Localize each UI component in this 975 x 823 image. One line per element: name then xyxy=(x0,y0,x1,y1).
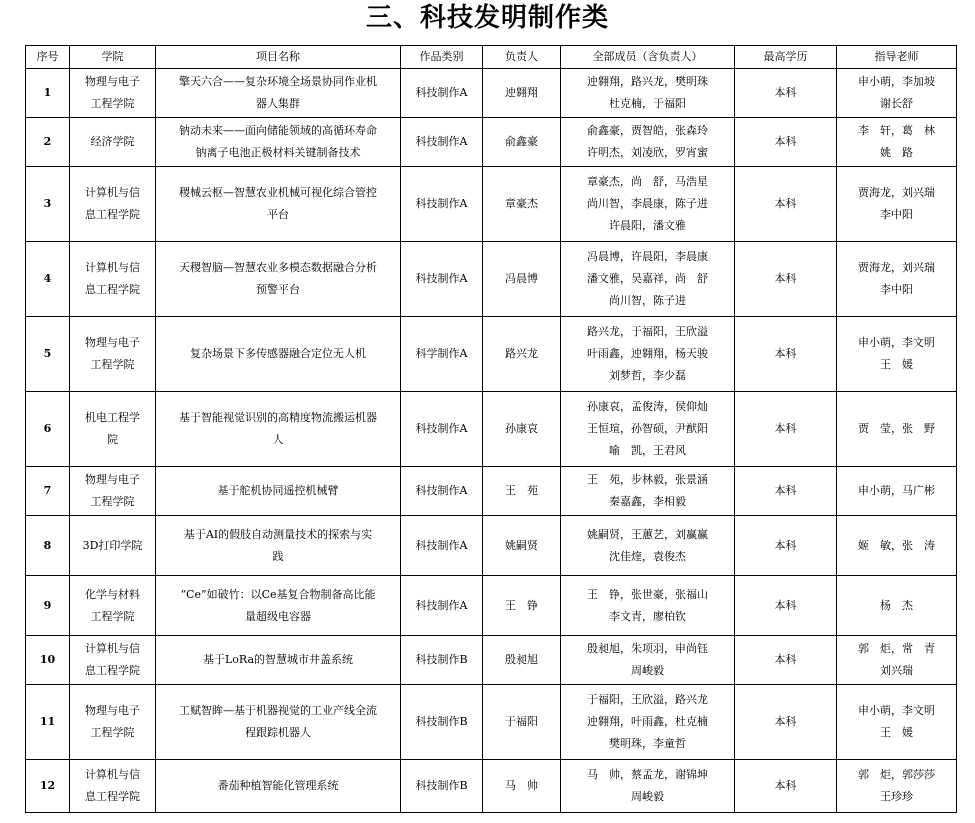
cell-degree: 本科 xyxy=(735,317,837,392)
cell-category: 科技制作A xyxy=(401,467,483,516)
cell-members-line: 冯晨博，许晨阳，李晨康 xyxy=(587,250,708,263)
cell-project xyxy=(156,118,401,167)
table-row xyxy=(26,167,957,242)
cell-advisor-line: 李中阳 xyxy=(880,208,913,221)
cell-category: 科技制作A xyxy=(401,118,483,167)
cell-college-line: 工程学院 xyxy=(90,97,135,110)
cell-college-line: 计算机与信 xyxy=(85,186,140,199)
cell-advisor xyxy=(837,118,957,167)
cell-college-line: 院 xyxy=(107,433,118,446)
cell-advisor xyxy=(837,516,957,576)
table-row xyxy=(26,636,957,685)
cell-no: 3 xyxy=(26,167,70,242)
cell-leader: 章豪杰 xyxy=(483,167,561,242)
cell-project xyxy=(156,685,401,760)
cell-college-line: 物理与电子 xyxy=(85,473,140,486)
cell-members-line: 马 帅，蔡孟龙，谢锦坤 xyxy=(587,768,708,781)
cell-members-line: 李文青，廖柏钦 xyxy=(609,609,686,623)
cell-leader: 冯晨博 xyxy=(483,242,561,317)
table-row xyxy=(26,392,957,467)
cell-degree: 本科 xyxy=(735,467,837,516)
cell-project-line: 基于舵机协同遥控机械臂 xyxy=(217,484,339,497)
cell-college-line: 计算机与信 xyxy=(85,768,140,781)
cell-members-line: 叶雨鑫，迚翱翔，杨天骏 xyxy=(587,347,708,360)
cell-college-line: 经济学院 xyxy=(90,135,135,148)
page-title: 三、科技发明制作类 xyxy=(365,3,609,33)
cell-leader: 俞鑫豪 xyxy=(483,118,561,167)
cell-no: 2 xyxy=(26,118,70,167)
cell-members-line: 姚嗣贤，王蕙艺，刘赢赢 xyxy=(587,527,708,541)
cell-advisor-line: 贾海龙，刘兴瑞 xyxy=(858,186,935,199)
cell-college xyxy=(70,760,156,813)
cell-project xyxy=(156,317,401,392)
cell-college xyxy=(70,392,156,467)
cell-college-line: 物理与电子 xyxy=(85,336,140,349)
cell-members-line: 秦嘉鑫，李相毅 xyxy=(609,495,686,508)
cell-degree: 本科 xyxy=(735,516,837,576)
cell-members-line: 迚翱翔，叶雨鑫，杜克楠 xyxy=(587,715,708,728)
cell-advisor xyxy=(837,685,957,760)
cell-project xyxy=(156,167,401,242)
cell-college xyxy=(70,167,156,242)
cell-advisor xyxy=(837,467,957,516)
cell-college xyxy=(70,118,156,167)
cell-members-line: 殷昶旭，朱项羽，申尚钰 xyxy=(587,642,708,655)
cell-project-line: 复杂场景下多传感器融合定位无人机 xyxy=(190,347,366,360)
cell-leader: 迚翱翔 xyxy=(483,69,561,118)
cell-members-line: 尚川智，李晨康，陈子进 xyxy=(587,197,708,210)
cell-college xyxy=(70,69,156,118)
cell-advisor-line: 申小萌，马广彬 xyxy=(858,484,935,497)
cell-degree: 本科 xyxy=(735,576,837,636)
cell-members xyxy=(561,167,735,242)
cell-advisor-line: 李中阳 xyxy=(880,283,913,296)
header-advisor: 指导老师 xyxy=(837,46,957,69)
projects-table xyxy=(25,45,957,813)
cell-advisor-line: 郭 炬，郭莎莎 xyxy=(858,768,935,781)
table-row xyxy=(26,118,957,167)
cell-leader: 殷昶旭 xyxy=(483,636,561,685)
cell-members-line: 周峻毅 xyxy=(631,664,664,677)
cell-members xyxy=(561,69,735,118)
cell-college-line: 计算机与信 xyxy=(85,261,140,274)
cell-project-line: 基于AI的假肢自动测量技术的探索与实 xyxy=(183,527,373,541)
header-no: 序号 xyxy=(26,46,70,69)
cell-college xyxy=(70,636,156,685)
cell-no: 9 xyxy=(26,576,70,636)
cell-members-line: 王 铮，张世豪，张福山 xyxy=(587,587,708,601)
cell-college-line: 工程学院 xyxy=(90,726,135,739)
cell-college-line: 物理与电子 xyxy=(85,75,140,88)
cell-members xyxy=(561,242,735,317)
cell-project-line: “Ce”如破竹：以Ce基复合物制备高比能 xyxy=(180,587,376,601)
cell-college-line: 计算机与信 xyxy=(85,642,140,655)
cell-no: 4 xyxy=(26,242,70,317)
cell-project-line: 量超级电容器 xyxy=(245,609,311,623)
table-row xyxy=(26,685,957,760)
header-leader: 负责人 xyxy=(483,46,561,69)
cell-advisor xyxy=(837,317,957,392)
cell-project-line: 基于LoRa的智慧城市井盖系统 xyxy=(202,653,354,666)
header-category: 作品类别 xyxy=(401,46,483,69)
table-row xyxy=(26,467,957,516)
cell-no: 8 xyxy=(26,516,70,576)
cell-members-line: 迚翱翔，路兴龙，樊明珠 xyxy=(587,75,708,88)
header-degree: 最高学历 xyxy=(735,46,837,69)
cell-members-line: 俞鑫豪，贾智皓，张森玲 xyxy=(587,124,708,137)
cell-project xyxy=(156,69,401,118)
cell-leader: 孙康哀 xyxy=(483,392,561,467)
cell-members-line: 路兴龙，于福阳，王欣溢 xyxy=(587,325,708,338)
cell-category: 科技制作B xyxy=(401,636,483,685)
cell-members-line: 杜克楠，于福阳 xyxy=(609,97,686,110)
cell-project xyxy=(156,576,401,636)
cell-advisor-line: 王 媛 xyxy=(880,726,913,739)
cell-degree: 本科 xyxy=(735,685,837,760)
cell-advisor-line: 杨 杰 xyxy=(880,598,913,612)
cell-advisor-line: 王珍珍 xyxy=(880,790,913,803)
cell-members-line: 许明杰，刘凌欣，罗宵蜜 xyxy=(587,146,708,159)
cell-project-line: 平台 xyxy=(267,208,289,221)
cell-category: 科技制作A xyxy=(401,516,483,576)
cell-project-line: 天稷智脑—智慧农业多模态数据融合分析 xyxy=(179,261,377,274)
cell-college-line: 息工程学院 xyxy=(85,790,140,803)
cell-advisor-line: 贾 莹，张 野 xyxy=(858,422,935,435)
table-row xyxy=(26,242,957,317)
cell-no: 1 xyxy=(26,69,70,118)
table-row xyxy=(26,760,957,813)
cell-category: 科技制作A xyxy=(401,242,483,317)
cell-advisor xyxy=(837,242,957,317)
cell-college-line: 息工程学院 xyxy=(85,208,140,221)
cell-advisor xyxy=(837,760,957,813)
cell-members-line: 于福阳，王欣溢，路兴龙 xyxy=(587,693,708,706)
cell-college-line: 工程学院 xyxy=(90,495,135,508)
table-header-row xyxy=(26,46,957,69)
table-row xyxy=(26,516,957,576)
cell-members xyxy=(561,760,735,813)
cell-college xyxy=(70,467,156,516)
cell-project-line: 擎天六合——复杂环境全场景协同作业机 xyxy=(179,75,377,88)
cell-project-line: 践 xyxy=(272,549,284,563)
cell-degree: 本科 xyxy=(735,69,837,118)
cell-advisor xyxy=(837,636,957,685)
cell-no: 6 xyxy=(26,392,70,467)
cell-leader: 姚嗣贤 xyxy=(483,516,561,576)
cell-project-line: 基于智能视觉识别的高精度物流搬运机器 xyxy=(179,411,377,424)
cell-project-line: 番茄种植智能化管理系统 xyxy=(217,779,339,792)
cell-members xyxy=(561,317,735,392)
cell-category: 科技制作A xyxy=(401,69,483,118)
cell-project-line: 钠离子电池正极材料关键制备技术 xyxy=(195,146,361,159)
cell-members xyxy=(561,685,735,760)
cell-college-line: 息工程学院 xyxy=(85,664,140,677)
cell-leader: 王 铮 xyxy=(483,576,561,636)
header-members: 全部成员（含负责人） xyxy=(561,46,735,69)
cell-advisor-line: 申小萌，李文明 xyxy=(858,336,935,349)
table-row xyxy=(26,317,957,392)
cell-college-line: 工程学院 xyxy=(90,358,135,371)
cell-college-line: 息工程学院 xyxy=(85,283,140,296)
cell-category: 科学制作A xyxy=(401,317,483,392)
cell-project xyxy=(156,467,401,516)
cell-advisor xyxy=(837,69,957,118)
cell-leader: 马 帅 xyxy=(483,760,561,813)
cell-advisor-line: 王 媛 xyxy=(880,358,913,371)
cell-advisor-line: 刘兴瑞 xyxy=(880,664,913,677)
cell-category: 科技制作A xyxy=(401,392,483,467)
cell-project-line: 工赋智眸—基于机器视觉的工业产线全流 xyxy=(179,704,377,717)
cell-members-line: 尚川智，陈子进 xyxy=(609,294,686,307)
cell-advisor-line: 李 轩，葛 林 xyxy=(858,124,935,137)
cell-college xyxy=(70,685,156,760)
cell-degree: 本科 xyxy=(735,760,837,813)
cell-college-line: 物理与电子 xyxy=(85,704,140,717)
cell-project-line: 预警平台 xyxy=(256,283,300,296)
table-body xyxy=(26,69,957,813)
cell-degree: 本科 xyxy=(735,118,837,167)
cell-college xyxy=(70,516,156,576)
cell-leader: 于福阳 xyxy=(483,685,561,760)
cell-advisor xyxy=(837,392,957,467)
cell-leader: 路兴龙 xyxy=(483,317,561,392)
cell-project-line: 稷械云枢—智慧农业机械可视化综合管控 xyxy=(179,186,377,199)
cell-advisor-line: 姚 路 xyxy=(880,146,913,159)
cell-project-line: 器人集群 xyxy=(256,97,300,110)
cell-advisor-line: 申小萌，李文明 xyxy=(858,704,935,717)
cell-members xyxy=(561,576,735,636)
cell-category: 科技制作A xyxy=(401,576,483,636)
cell-members-line: 喻 凯，王君风 xyxy=(609,444,686,457)
cell-members-line: 潘文雅，吴嘉祥，尚 舒 xyxy=(587,272,708,285)
cell-category: 科技制作A xyxy=(401,167,483,242)
cell-members xyxy=(561,467,735,516)
cell-college-line: 3D打印学院 xyxy=(82,538,143,552)
cell-advisor-line: 姬 敏，张 涛 xyxy=(858,538,935,552)
cell-members-line: 刘梦哲，李少磊 xyxy=(609,369,686,382)
cell-advisor-line: 郭 炬，常 青 xyxy=(858,642,935,655)
cell-no: 11 xyxy=(26,685,70,760)
cell-no: 12 xyxy=(26,760,70,813)
cell-members-line: 樊明珠，李童哲 xyxy=(609,737,686,750)
cell-advisor xyxy=(837,167,957,242)
cell-members-line: 周峻毅 xyxy=(631,790,664,803)
cell-no: 7 xyxy=(26,467,70,516)
cell-advisor xyxy=(837,576,957,636)
cell-degree: 本科 xyxy=(735,636,837,685)
cell-degree: 本科 xyxy=(735,242,837,317)
cell-category: 科技制作B xyxy=(401,685,483,760)
cell-members-line: 王 苑，步林毅，张景涵 xyxy=(587,473,708,486)
cell-project-line: 程跟踪机器人 xyxy=(245,726,311,739)
cell-leader: 王 苑 xyxy=(483,467,561,516)
cell-degree: 本科 xyxy=(735,167,837,242)
table-row xyxy=(26,69,957,118)
cell-college xyxy=(70,317,156,392)
cell-members xyxy=(561,392,735,467)
cell-college xyxy=(70,576,156,636)
cell-advisor-line: 贾海龙，刘兴瑞 xyxy=(858,261,935,274)
cell-college-line: 工程学院 xyxy=(90,609,135,623)
cell-members-line: 沈佳煃，袁俊杰 xyxy=(609,549,686,563)
cell-members xyxy=(561,516,735,576)
cell-college-line: 化学与材料 xyxy=(85,587,140,601)
header-project: 项目名称 xyxy=(156,46,401,69)
cell-members xyxy=(561,118,735,167)
cell-project-line: 人 xyxy=(272,433,284,446)
cell-members-line: 王恒瑄，孙智硕，尹猷阳 xyxy=(587,422,708,435)
cell-project xyxy=(156,636,401,685)
cell-no: 10 xyxy=(26,636,70,685)
cell-project xyxy=(156,516,401,576)
cell-members-line: 许晨阳，潘文雅 xyxy=(609,219,686,232)
cell-project xyxy=(156,392,401,467)
cell-advisor-line: 申小萌，李加坡 xyxy=(858,75,935,88)
cell-college xyxy=(70,242,156,317)
cell-project xyxy=(156,760,401,813)
cell-members-line: 章豪杰，尚 舒，马浩星 xyxy=(587,175,708,188)
cell-college-line: 机电工程学 xyxy=(85,411,140,424)
cell-project-line: 钠动未来——面向储能领域的高循环寿命 xyxy=(179,124,377,137)
cell-members xyxy=(561,636,735,685)
cell-category: 科技制作B xyxy=(401,760,483,813)
cell-members-line: 孙康哀，孟俊涛，侯仰灿 xyxy=(587,400,708,413)
header-college: 学院 xyxy=(70,46,156,69)
cell-project xyxy=(156,242,401,317)
cell-advisor-line: 谢长舒 xyxy=(880,97,913,110)
cell-no: 5 xyxy=(26,317,70,392)
cell-degree: 本科 xyxy=(735,392,837,467)
table-row xyxy=(26,576,957,636)
